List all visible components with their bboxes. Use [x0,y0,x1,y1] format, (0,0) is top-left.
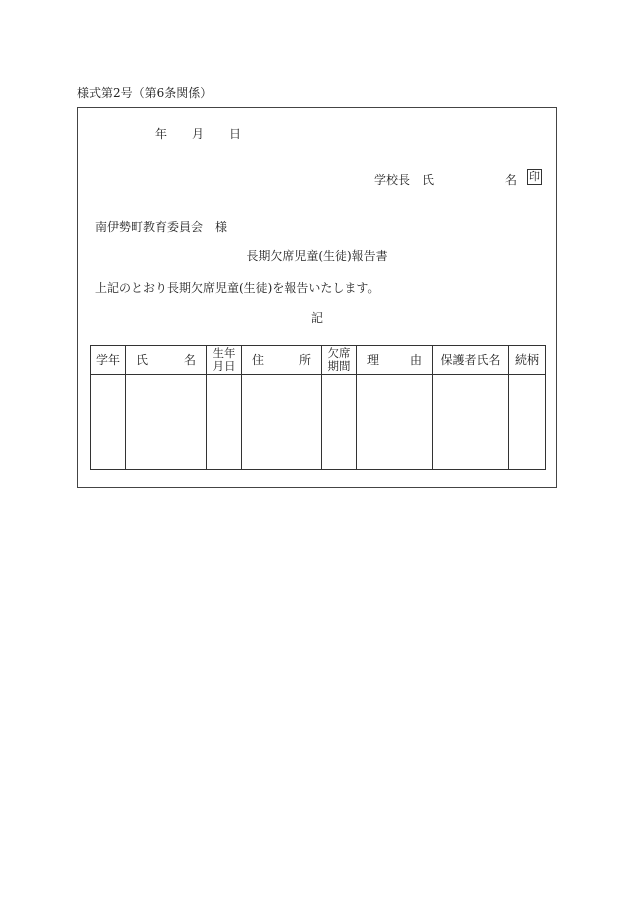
cell-address[interactable] [242,375,322,470]
col-address-a: 住 [252,352,265,367]
col-birth-b: 月日 [212,359,236,373]
col-relationship: 続柄 [509,346,546,375]
cell-grade[interactable] [91,375,126,470]
principal-name-label-1: 氏 [422,173,435,187]
report-title: 長期欠席児童(生徒)報告書 [246,249,388,263]
col-absence-a: 欠席 [327,346,351,360]
col-reason-b: 由 [409,352,422,367]
col-birth-a: 生年 [212,346,236,360]
cell-name[interactable] [126,375,207,470]
col-address-b: 所 [298,352,311,367]
form-number: 様式第2号（第6条関係） [77,86,213,100]
cell-guardian-name[interactable] [433,375,509,470]
col-reason [357,346,433,375]
col-absence-b: 期間 [327,359,351,373]
col-reason-a: 理 [367,352,380,367]
col-guardian-name: 保護者氏名 [433,346,509,375]
report-body-text: 上記のとおり長期欠席児童(生徒)を報告いたします。 [95,281,380,295]
col-grade: 学年 [91,346,126,375]
cell-absence-period[interactable] [322,375,357,470]
table-row [91,375,546,470]
col-address [242,346,322,375]
col-name [126,346,207,375]
student-report-table [90,345,546,470]
principal-name-label-2: 名 [505,173,518,187]
col-absence-period [322,346,357,375]
table-header-row [91,346,546,375]
report-form-frame [77,107,557,488]
date-year-label: 年 [155,127,168,141]
principal-title: 学校長 [374,173,411,187]
cell-birthdate[interactable] [207,375,242,470]
date-month-label: 月 [192,127,205,141]
seal-mark: 印 [529,170,540,183]
col-name-b: 名 [183,352,196,367]
date-day-label: 日 [229,127,242,141]
cell-relationship[interactable] [509,375,546,470]
addressee: 南伊勢町教育委員会 様 [95,220,228,234]
col-name-a: 氏 [136,352,149,367]
cell-reason[interactable] [357,375,433,470]
ki-label: 記 [310,311,323,325]
col-birthdate [207,346,242,375]
